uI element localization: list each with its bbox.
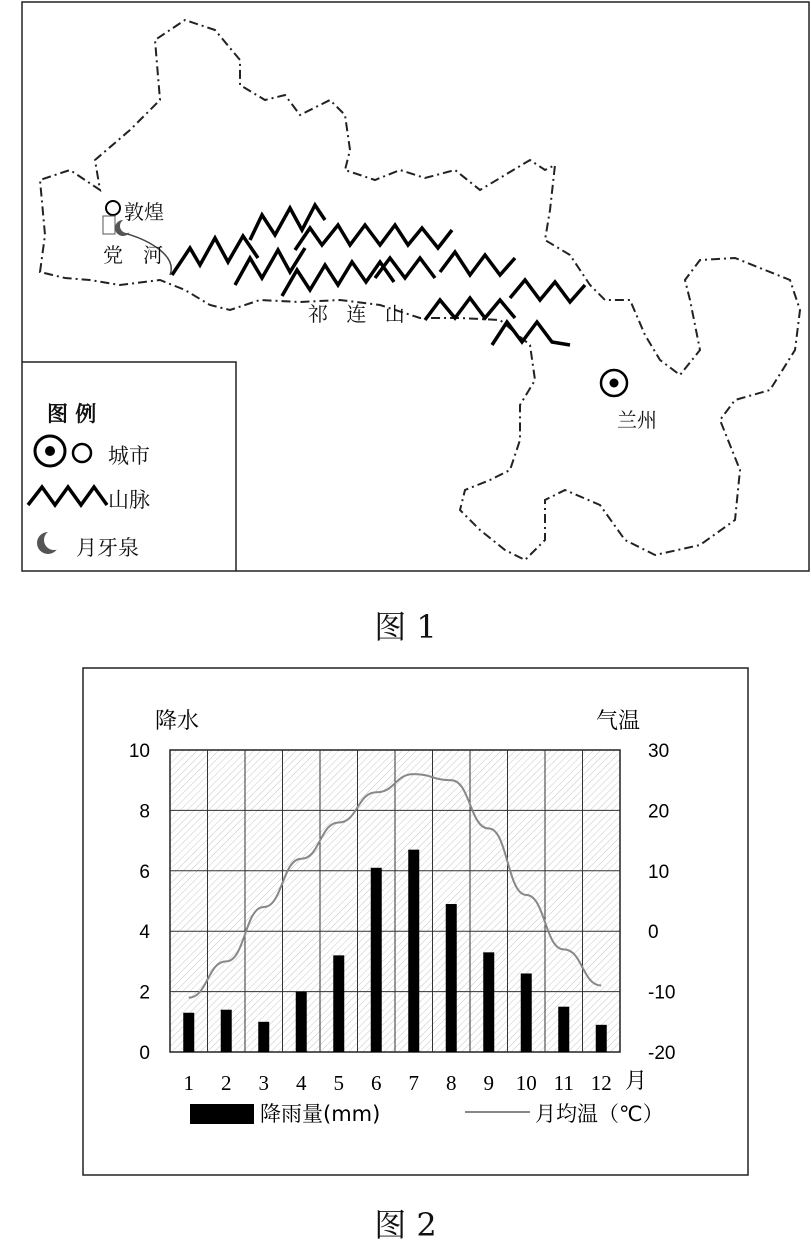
lanzhou-label: 兰州 (617, 408, 657, 432)
y-left-tick-label: 0 (139, 1043, 150, 1064)
precip-bar (183, 1013, 194, 1052)
x-tick-label: 12 (590, 1071, 612, 1095)
precip-bar (558, 1007, 569, 1052)
precip-bar (521, 973, 532, 1052)
x-tick-label: 9 (483, 1071, 494, 1095)
precip-bar (296, 992, 307, 1052)
precip-bar (408, 850, 419, 1052)
x-tick-label: 5 (333, 1071, 344, 1095)
precip-bar (371, 868, 382, 1052)
legend-precip-label: 降雨量(mm) (260, 1102, 381, 1126)
y-left-tick-label: 2 (139, 982, 150, 1004)
x-tick-label: 10 (515, 1071, 537, 1095)
y-right-tick-label: 0 (648, 922, 659, 944)
map-caption: 图 1 (374, 608, 437, 646)
x-tick-label: 3 (258, 1071, 269, 1095)
y-left-tick-label: 4 (139, 922, 150, 944)
precip-bar (446, 904, 457, 1052)
x-tick-label: 1 (183, 1071, 194, 1095)
y-right-axis-title: 气温 (596, 709, 641, 734)
y-left-tick-label: 8 (139, 801, 150, 823)
y-right-tick-label: 30 (648, 741, 670, 762)
x-tick-label: 4 (296, 1071, 307, 1095)
danghe-label: 党 河 (103, 243, 163, 267)
precip-bar (483, 952, 494, 1052)
precip-bar (258, 1022, 269, 1052)
y-left-tick-label: 6 (139, 861, 150, 883)
legend-spring-label: 月牙泉 (76, 536, 139, 560)
x-tick-label: 7 (408, 1071, 419, 1095)
precip-bar (596, 1025, 607, 1052)
y-left-tick-label: 10 (128, 741, 150, 762)
y-right-tick-label: 20 (648, 801, 670, 823)
y-right-tick-label: -20 (648, 1043, 676, 1064)
precip-bar (221, 1010, 232, 1052)
x-tick-label: 2 (221, 1071, 232, 1095)
x-tick-label: 11 (553, 1071, 574, 1095)
dunhuang-label: 敦煌 (124, 200, 164, 224)
x-tick-label: 8 (446, 1071, 457, 1095)
precip-bar (333, 955, 344, 1052)
y-right-tick-label: 10 (648, 861, 670, 883)
qilian-label: 祁 连 山 (308, 302, 411, 326)
legend-title: 图 例 (47, 402, 97, 426)
legend-mountain-label: 山脉 (108, 488, 150, 512)
legend-temp-label: 月均温（℃） (535, 1102, 664, 1126)
x-tick-label: 6 (371, 1071, 382, 1095)
y-right-tick-label: -10 (648, 982, 676, 1004)
legend-precip-swatch (190, 1104, 254, 1124)
chart-caption: 图 2 (374, 1206, 437, 1244)
y-left-axis-title: 降水 (155, 709, 200, 734)
legend-city-label: 城市 (108, 444, 150, 468)
x-unit-label: 月 (625, 1069, 648, 1094)
